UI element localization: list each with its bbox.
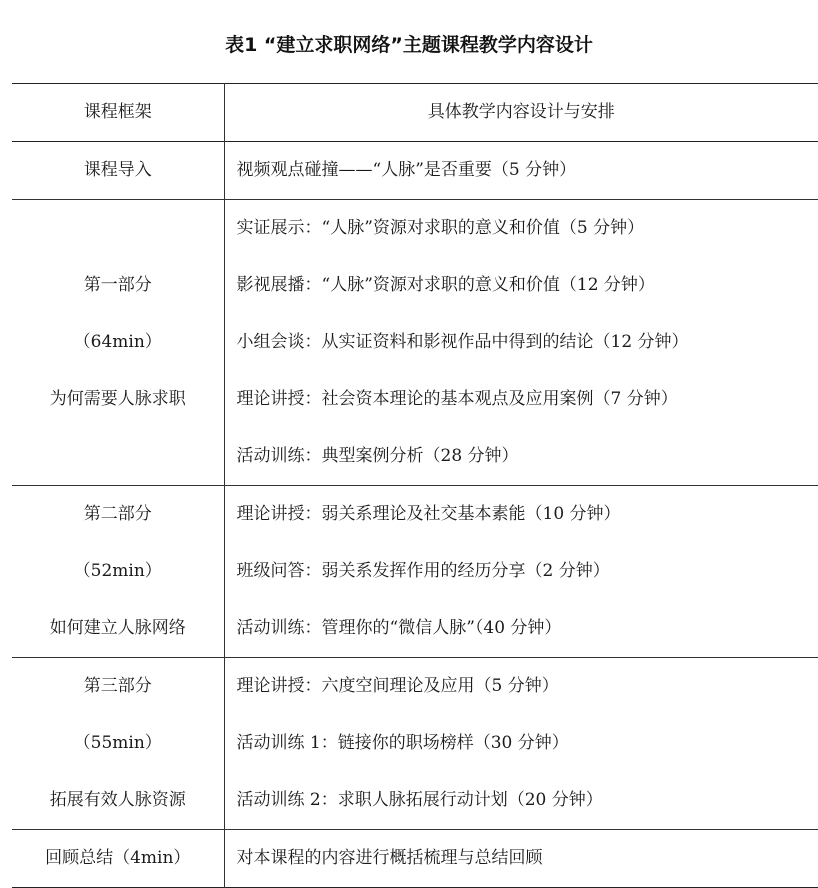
- list-item: 活动训练：典型案例分析（28 分钟）: [237, 428, 818, 485]
- table-row-part-3: [12, 658, 818, 830]
- part-1-name: 第一部分: [12, 257, 224, 314]
- list-item: 理论讲授：六度空间理论及应用（5 分钟）: [237, 658, 818, 715]
- table-row-intro: [12, 142, 818, 200]
- list-item: 活动训练：管理你的“微信人脉”（40 分钟）: [237, 600, 818, 657]
- part-2-duration: （52min）: [12, 543, 224, 600]
- part-1-duration: （64min）: [12, 314, 224, 371]
- part-3-duration: （55min）: [12, 715, 224, 772]
- list-item: 活动训练 2：求职人脉拓展行动计划（20 分钟）: [237, 772, 818, 829]
- part-3-topic: 拓展有效人脉资源: [12, 772, 224, 829]
- table-row-review: [12, 830, 818, 888]
- list-item: 影视展播：“人脉”资源对求职的意义和价值（12 分钟）: [237, 257, 818, 314]
- table-row-part-2: [12, 486, 818, 658]
- list-item: 实证展示：“人脉”资源对求职的意义和价值（5 分钟）: [237, 200, 818, 257]
- part-2-topic: 如何建立人脉网络: [12, 600, 224, 657]
- part-1-framework: [12, 200, 224, 486]
- part-2-content: [224, 486, 818, 658]
- list-item: 班级问答：弱关系发挥作用的经历分享（2 分钟）: [237, 543, 818, 600]
- part-1-content: [224, 200, 818, 486]
- header-framework: 课程框架: [12, 84, 224, 142]
- list-item: 理论讲授：弱关系理论及社交基本素能（10 分钟）: [237, 486, 818, 543]
- table-row-part-1: [12, 200, 818, 486]
- part-3-framework: [12, 658, 224, 830]
- course-design-table: [12, 83, 818, 888]
- part-2-name: 第二部分: [12, 486, 224, 543]
- part-2-framework: [12, 486, 224, 658]
- part-1-topic: 为何需要人脉求职: [12, 371, 224, 428]
- list-item: 理论讲授：社会资本理论的基本观点及应用案例（7 分钟）: [237, 371, 818, 428]
- part-3-content: [224, 658, 818, 830]
- header-content: 具体教学内容设计与安排: [224, 84, 818, 142]
- review-content: 对本课程的内容进行概括梳理与总结回顾: [224, 830, 818, 888]
- part-3-name: 第三部分: [12, 658, 224, 715]
- intro-content: 视频观点碰撞——“人脉”是否重要（5 分钟）: [224, 142, 818, 200]
- intro-framework: 课程导入: [12, 142, 224, 200]
- table-title: 表1 “建立求职网络”主题课程教学内容设计: [0, 30, 818, 60]
- review-framework: 回顾总结（4min）: [12, 830, 224, 888]
- list-item: 小组会谈：从实证资料和影视作品中得到的结论（12 分钟）: [237, 314, 818, 371]
- table-header-row: [12, 84, 818, 142]
- list-item: 活动训练 1：链接你的职场榜样（30 分钟）: [237, 715, 818, 772]
